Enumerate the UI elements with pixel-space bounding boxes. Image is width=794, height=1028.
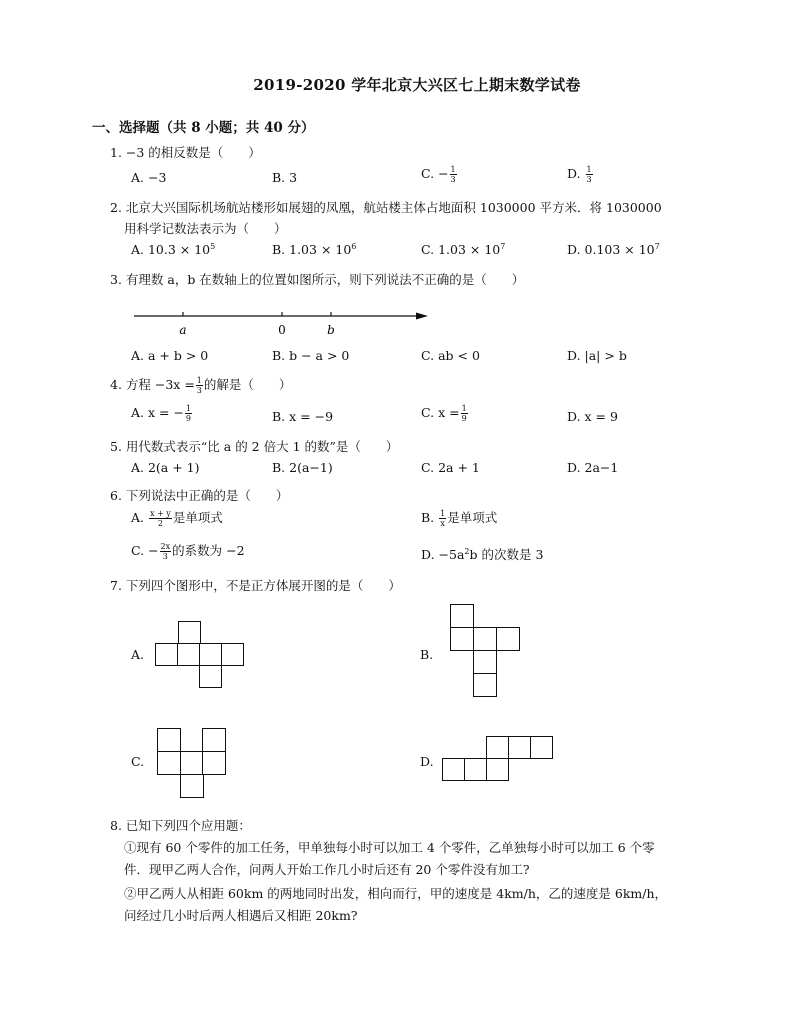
q4-option-a: A. x = − $\frac{1}{9}$	[131, 404, 192, 423]
question-1-stem: 1. −3 的相反数是（ ）	[110, 145, 261, 160]
net-square	[180, 774, 204, 798]
q4-option-c: C. x = $\frac{1}{9}$	[421, 404, 467, 423]
net-square	[496, 627, 520, 651]
net-square	[221, 643, 244, 666]
q6-option-c: C. − $\frac{2x}{3}$ 的系数为 −2	[131, 542, 245, 561]
q8-problem-1-line1: ①现有 60 个零件的加工任务，甲单独每小时可以加工 4 个零件，乙单独每小时可以加工 6 个零	[124, 840, 655, 855]
question-2-stem-line1: 2. 北京大兴国际机场航站楼形如展翅的凤凰，航站楼主体占地面积 1030000 平方米．将 1030000	[110, 200, 662, 215]
q3-option-c: C. ab < 0	[421, 348, 480, 363]
q6-option-a: A. $\frac{x + y}{2}$ 是单项式	[131, 509, 223, 528]
q4-option-d: D. x = 9	[567, 409, 618, 424]
net-square	[199, 643, 222, 666]
q7-option-b-label: B.	[420, 647, 434, 662]
q1-option-c: C. − $\frac{1}{3}$	[421, 165, 456, 184]
net-square	[202, 728, 226, 752]
net-square	[450, 604, 474, 628]
page-title: 2019-2020 学年北京大兴区七上期末数学试卷	[253, 76, 581, 94]
net-square	[530, 736, 553, 759]
q8-problem-2-line2: 问经过几小时后两人相遇后又相距 20km?	[124, 908, 358, 923]
net-square	[202, 751, 226, 775]
q1-option-b: B. 3	[272, 170, 298, 185]
net-square	[473, 650, 497, 674]
net-square	[177, 643, 200, 666]
q6-option-b: B. $\frac{1}{x}$ 是单项式	[421, 509, 498, 528]
q3-option-b: B. b − a > 0	[272, 348, 350, 363]
label-a: a	[179, 323, 187, 337]
net-square	[464, 758, 487, 781]
q8-problem-1-line2: 件．现甲乙两人合作，问两人开始工作几小时后还有 20 个零件没有加工?	[124, 862, 530, 877]
q2-option-a: A. $10.3 \times 10^5$	[131, 242, 216, 258]
net-square	[199, 665, 222, 688]
q5-option-a: A. 2(a + 1)	[131, 460, 200, 475]
section-heading: 一、选择题（共 8 小题；共 40 分）	[92, 120, 315, 136]
q5-option-b: B. 2(a−1)	[272, 460, 333, 475]
net-square	[450, 627, 474, 651]
net-square	[473, 673, 497, 697]
question-6-stem: 6. 下列说法中正确的是（ ）	[110, 488, 289, 503]
q1-option-d: D. $\frac{1}{3}$	[567, 165, 592, 184]
q4-option-b: B. x = −9	[272, 409, 334, 424]
q7-option-d-label: D.	[420, 754, 434, 769]
question-7-stem: 7. 下列四个图形中，不是正方体展开图的是（ ）	[110, 578, 401, 593]
label-b: b	[327, 323, 335, 337]
net-square	[442, 758, 465, 781]
question-4-stem: 4. 方程 −3x = $\frac{1}{3}$ 的解是（ ）	[110, 376, 292, 395]
q7-option-c-label: C.	[131, 754, 145, 769]
net-square	[155, 643, 178, 666]
net-square	[157, 728, 181, 752]
question-8-stem: 8. 已知下列四个应用题：	[110, 818, 251, 833]
q2-option-c: C. $1.03 \times 10^7$	[421, 242, 506, 258]
q8-problem-2-line1: ②甲乙两人从相距 60km 的两地同时出发，相向而行，甲的速度是 4km/h，乙的速度是 6km/h，	[124, 886, 668, 901]
net-square	[508, 736, 531, 759]
net-square	[178, 621, 201, 644]
q3-option-d: D. |a| > b	[567, 348, 627, 363]
number-line	[132, 303, 432, 343]
q3-option-a: A. a + b > 0	[131, 348, 209, 363]
question-2-stem-line2: 用科学记数法表示为（ ）	[124, 221, 287, 236]
q5-option-c: C. 2a + 1	[421, 460, 480, 475]
number-line-arrow	[416, 313, 428, 320]
label-zero: 0	[278, 323, 286, 337]
q1-option-a: A. −3	[131, 170, 167, 185]
net-square	[486, 758, 509, 781]
q7-option-a-label: A.	[131, 647, 145, 662]
question-3-stem: 3. 有理数 a，b 在数轴上的位置如图所示，则下列说法不正确的是（ ）	[110, 272, 525, 287]
q2-option-b: B. $1.03 \times 10^6$	[272, 242, 357, 258]
question-5-stem: 5. 用代数式表示“比 a 的 2 倍大 1 的数”是（ ）	[110, 439, 399, 454]
net-square	[157, 751, 181, 775]
q5-option-d: D. 2a−1	[567, 460, 619, 475]
q2-option-d: D. $0.103 \times 10^7$	[567, 242, 660, 258]
net-square	[180, 751, 204, 775]
q6-option-d: D. $-5a^2b$ 的次数是 3	[421, 546, 544, 562]
net-square	[486, 736, 509, 759]
net-square	[473, 627, 497, 651]
